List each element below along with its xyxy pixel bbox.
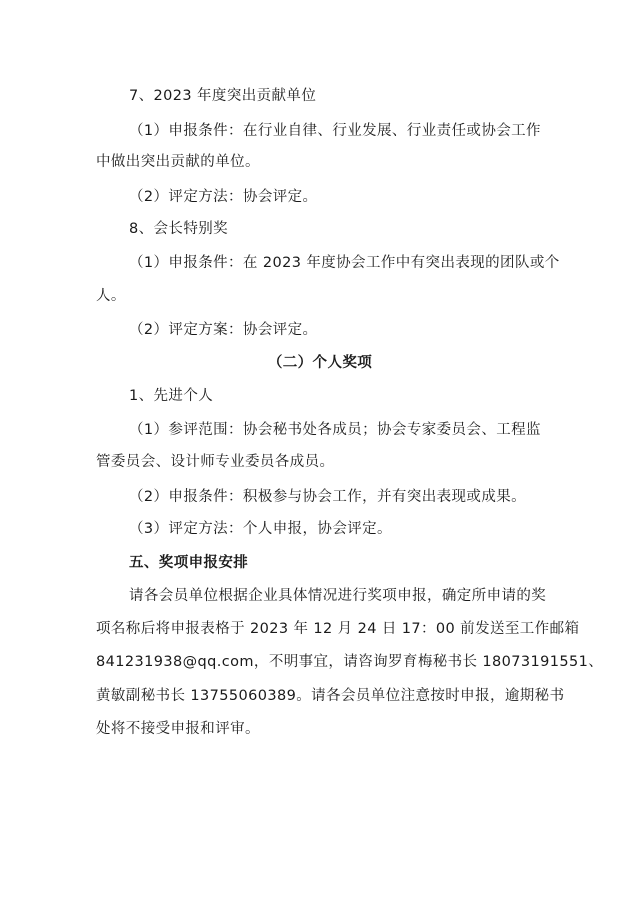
individual-condition: （2）申报条件：积极参与协会工作，并有突出表现或成果。	[129, 489, 527, 505]
arrangement-para-line-2: 项名称后将申报表格于 2023 年 12 月 24 日 17：00 前发送至工作邮箱	[96, 621, 580, 637]
individual-method: （3）评定方法：个人申报，协会评定。	[129, 521, 392, 537]
section-individual-awards: （二）个人奖项	[267, 355, 373, 371]
individual-scope: （1）参评范围：协会秘书处各成员；协会专家委员会、工程监	[129, 422, 541, 438]
item-8-heading: 8、会长特别奖	[129, 221, 229, 237]
section-five-heading: 五、奖项申报安排	[129, 555, 249, 571]
item-7-heading: 7、2023 年度突出贡献单位	[129, 88, 317, 104]
arrangement-para-line-5: 处将不接受申报和评审。	[96, 721, 260, 737]
item-7-condition-cont: 中做出突出贡献的单位。	[96, 154, 260, 170]
item-8-condition-cont: 人。	[96, 288, 126, 304]
item-8-condition: （1）申报条件：在 2023 年度协会工作中有突出表现的团队或个	[129, 255, 560, 271]
individual-scope-cont: 管委员会、设计师专业委员各成员。	[96, 454, 335, 470]
item-7-condition: （1）申报条件：在行业自律、行业发展、行业责任或协会工作	[129, 123, 541, 139]
arrangement-para-line-3: 841231938@qq.com，不明事宜，请咨询罗育梅秘书长 18073191551、	[96, 654, 604, 670]
item-8-method: （2）评定方案：协会评定。	[129, 322, 318, 338]
individual-item-1-heading: 1、先进个人	[129, 388, 214, 404]
item-7-method: （2）评定方法：协会评定。	[129, 189, 318, 205]
arrangement-para-line-4: 黄敏副秘书长 13755060389。请各会员单位注意按时申报，逾期秘书	[96, 688, 565, 704]
arrangement-para-line-1: 请各会员单位根据企业具体情况进行奖项申报，确定所申请的奖	[129, 588, 547, 604]
